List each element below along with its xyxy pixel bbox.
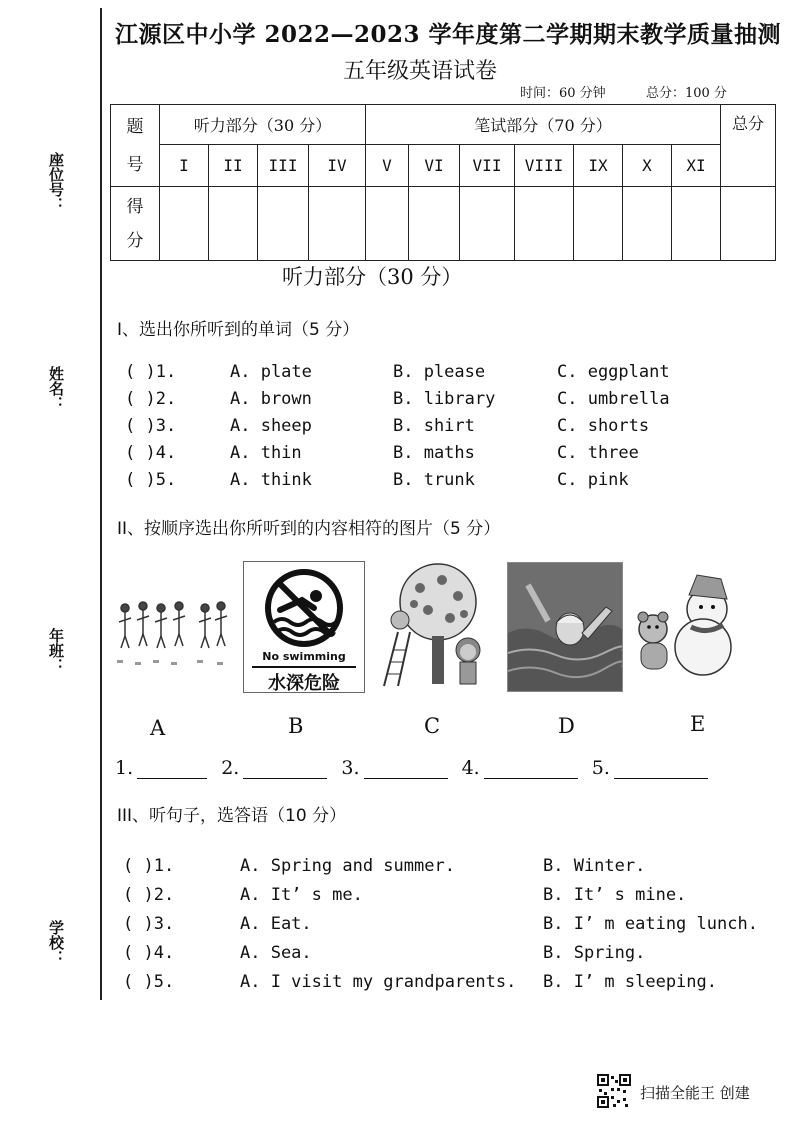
col-1: I <box>160 145 209 187</box>
time-limit: 时间：60 分钟 <box>520 86 606 101</box>
list-item <box>125 362 670 389</box>
option-a: A. I visit my grandparents. <box>240 972 517 992</box>
question-number[interactable]: ( )5. <box>123 972 175 992</box>
option-c: C. shorts <box>557 416 650 436</box>
school-label: 学校： <box>47 920 65 965</box>
blank-number-3: 3. <box>341 757 360 779</box>
question-number[interactable]: ( )1. <box>123 856 175 876</box>
option-a: A. think <box>230 470 312 490</box>
option-a: A. plate <box>230 362 312 382</box>
score-cell[interactable] <box>209 187 258 261</box>
score-cell[interactable] <box>366 187 409 261</box>
total-header: 总分 <box>721 105 776 187</box>
option-a: A. thin <box>230 443 302 463</box>
score-cell[interactable] <box>515 187 574 261</box>
list-item <box>125 470 670 497</box>
answer-blank-4[interactable] <box>484 760 578 779</box>
col-11: XI <box>672 145 721 187</box>
sign-english-text: No swimming <box>262 650 346 663</box>
apple-tree-image <box>376 562 494 690</box>
list-item <box>125 443 670 470</box>
score-cell[interactable] <box>160 187 209 261</box>
swimmer-image <box>508 563 622 691</box>
picture-c-apple-tree[interactable] <box>376 562 494 690</box>
blank-number-1: 1. <box>115 757 134 779</box>
list-item <box>123 972 758 1001</box>
option-c: C. three <box>557 443 639 463</box>
score-cell[interactable] <box>409 187 460 261</box>
answer-blank-3[interactable] <box>364 760 448 779</box>
option-a: A. brown <box>230 389 312 409</box>
name-label: 姓名： <box>47 366 65 411</box>
score-cell[interactable] <box>623 187 672 261</box>
scanner-watermark: 扫描全能王 创建 <box>640 1084 750 1102</box>
blank-number-2: 2. <box>221 757 240 779</box>
score-table <box>110 104 776 261</box>
picture-a-dancers[interactable] <box>113 562 233 690</box>
seat-number-label: 座位号： <box>47 152 65 212</box>
option-a: A. Eat. <box>240 914 312 934</box>
col-2: II <box>209 145 258 187</box>
row-label-score: 得分 <box>111 187 160 261</box>
picture-label-b: B <box>288 714 304 738</box>
question-number[interactable]: ( )4. <box>125 443 177 463</box>
col-9: IX <box>574 145 623 187</box>
exam-subtitle: 五年级英语试卷 <box>343 59 498 84</box>
listening-part-header: 听力部分（30 分） <box>160 105 366 145</box>
option-a: A. It’ s me. <box>240 885 363 905</box>
option-c: C. umbrella <box>557 389 670 409</box>
col-5: V <box>366 145 409 187</box>
option-c: C. pink <box>557 470 629 490</box>
score-cell[interactable] <box>258 187 309 261</box>
score-cell[interactable] <box>460 187 515 261</box>
list-item <box>123 914 758 943</box>
question-number[interactable]: ( )3. <box>123 914 175 934</box>
sign-chinese-text: 水深危险 <box>252 666 356 693</box>
answer-blank-5[interactable] <box>614 760 708 779</box>
option-b: B. please <box>393 362 486 382</box>
list-item <box>123 943 758 972</box>
col-7: VII <box>460 145 515 187</box>
option-b: B. Winter. <box>543 856 646 876</box>
row-label-question: 题号 <box>111 105 160 187</box>
answer-blank-2[interactable] <box>243 760 327 779</box>
total-score-cell[interactable] <box>721 187 776 261</box>
question-number[interactable]: ( )2. <box>125 389 177 409</box>
section1-heading: I、选出你所听到的单词（5 分） <box>117 320 360 340</box>
option-b: B. Spring. <box>543 943 646 963</box>
snowman-image <box>631 565 747 685</box>
option-b: B. library <box>393 389 496 409</box>
no-swimming-icon <box>244 562 364 652</box>
blank-number-4: 4. <box>461 757 480 779</box>
picture-label-e: E <box>690 712 706 736</box>
list-item <box>125 416 670 443</box>
option-a: A. Sea. <box>240 943 312 963</box>
section1-questions <box>125 362 670 497</box>
question-number[interactable]: ( )5. <box>125 470 177 490</box>
question-number[interactable]: ( )2. <box>123 885 175 905</box>
question-number[interactable]: ( )1. <box>125 362 177 382</box>
question-number[interactable]: ( )4. <box>123 943 175 963</box>
col-8: VIII <box>515 145 574 187</box>
question-number[interactable]: ( )3. <box>125 416 177 436</box>
picture-label-c: C <box>424 714 441 738</box>
section3-questions <box>123 856 758 1001</box>
col-10: X <box>623 145 672 187</box>
option-b: B. I’ m sleeping. <box>543 972 717 992</box>
score-cell[interactable] <box>309 187 366 261</box>
qr-code-icon <box>597 1074 631 1108</box>
option-a: A. Spring and summer. <box>240 856 455 876</box>
blank-number-5: 5. <box>591 757 610 779</box>
option-b: B. shirt <box>393 416 475 436</box>
option-c: C. eggplant <box>557 362 670 382</box>
option-b: B. trunk <box>393 470 475 490</box>
col-6: VI <box>409 145 460 187</box>
picture-label-d: D <box>558 714 575 738</box>
picture-b-no-swimming-sign[interactable] <box>243 561 365 693</box>
listening-heading: 听力部分（30 分） <box>282 265 463 289</box>
section2-heading: II、按顺序选出你所听到的内容相符的图片（5 分） <box>117 519 501 539</box>
col-4: IV <box>309 145 366 187</box>
writing-part-header: 笔试部分（70 分） <box>366 105 721 145</box>
list-item <box>123 885 758 914</box>
score-cell[interactable] <box>574 187 623 261</box>
option-a: A. sheep <box>230 416 312 436</box>
picture-label-a: A <box>150 716 166 740</box>
answer-blank-1[interactable] <box>137 760 207 779</box>
picture-d-swimmer[interactable] <box>507 562 623 692</box>
total-score: 总分：100 分 <box>645 86 727 101</box>
score-cell[interactable] <box>672 187 721 261</box>
exam-title: 江源区中小学 2022—2023 学年度第二学期期末教学质量抽测 <box>115 21 782 48</box>
option-b: B. maths <box>393 443 475 463</box>
list-item <box>123 856 758 885</box>
option-b: B. I’ m eating lunch. <box>543 914 758 934</box>
binding-line <box>100 8 102 1000</box>
answer-blanks <box>115 757 716 779</box>
picture-e-snowman[interactable] <box>631 565 747 685</box>
dancers-image <box>113 562 233 690</box>
option-b: B. It’ s mine. <box>543 885 687 905</box>
exam-info <box>520 82 727 101</box>
class-label: 年班： <box>47 628 65 673</box>
section3-heading: III、听句子，选答语（10 分） <box>117 806 347 826</box>
col-3: III <box>258 145 309 187</box>
list-item <box>125 389 670 416</box>
